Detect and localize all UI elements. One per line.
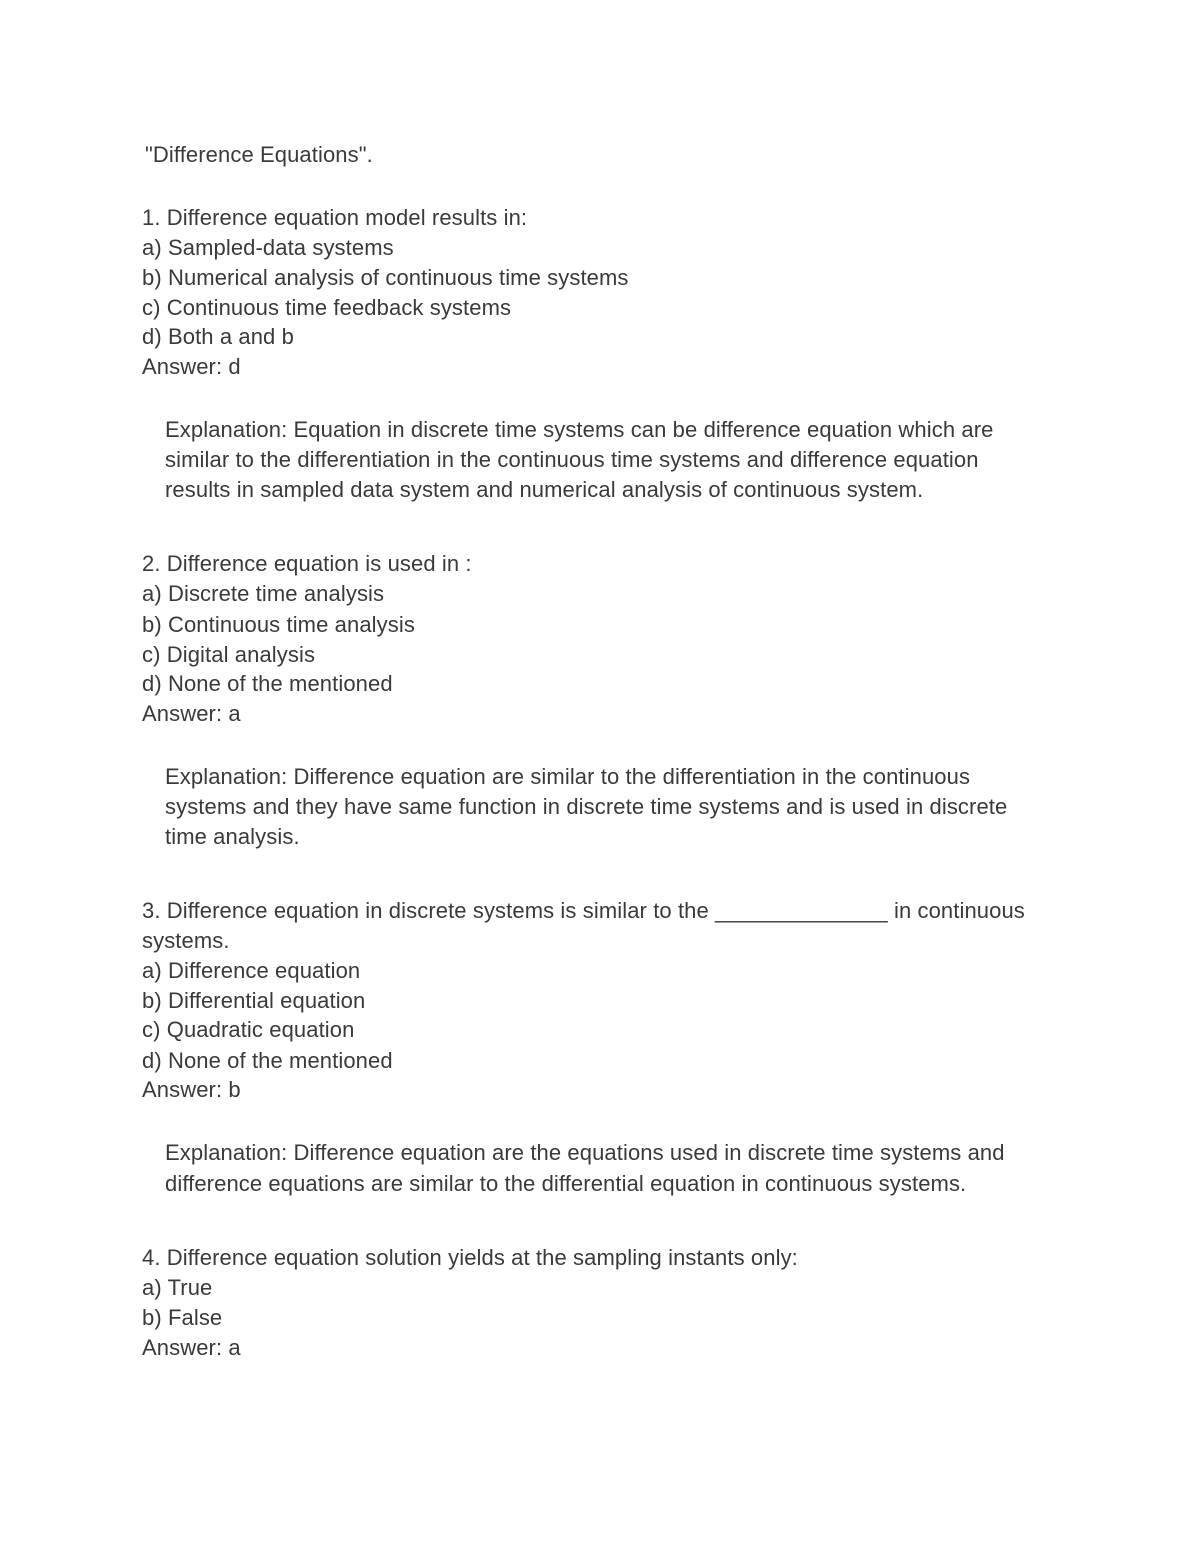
- question-2-explanation-line-3: time analysis.: [165, 824, 300, 849]
- question-4-option-a: a) True: [142, 1275, 213, 1300]
- question-4-option-b: b) False: [142, 1305, 223, 1330]
- question-2-option-b: b) Continuous time analysis: [142, 612, 415, 637]
- question-3-explanation-line-1: Explanation: Difference equation are the equations used in discrete time systems and: [165, 1140, 1005, 1165]
- question-1-option-c: c) Continuous time feedback systems: [142, 295, 512, 320]
- question-1-option-a: a) Sampled-data systems: [142, 235, 394, 260]
- question-2-text: 2. Difference equation is used in :: [142, 551, 472, 576]
- question-3-option-a: a) Difference equation: [142, 958, 361, 983]
- question-3-text-line-1: 3. Difference equation in discrete systems is similar to the ______________ in continuous: [142, 898, 1025, 923]
- question-1-explanation-line-3: results in sampled data system and numerical analysis of continuous system.: [165, 477, 924, 502]
- question-1-answer: Answer: d: [142, 354, 241, 379]
- question-2-option-c: c) Digital analysis: [142, 642, 316, 667]
- question-2-explanation-line-1: Explanation: Difference equation are similar to the differentiation in the continuous: [165, 764, 971, 789]
- question-3-answer: Answer: b: [142, 1077, 241, 1102]
- question-4-answer: Answer: a: [142, 1335, 241, 1360]
- question-1-option-b: b) Numerical analysis of continuous time systems: [142, 265, 629, 290]
- question-3-explanation-line-2: difference equations are similar to the differential equation in continuous systems.: [165, 1171, 967, 1196]
- question-3-option-b: b) Differential equation: [142, 988, 366, 1013]
- question-2-option-d: d) None of the mentioned: [142, 671, 393, 696]
- question-1-explanation-line-2: similar to the differentiation in the continuous time systems and difference equation: [165, 447, 979, 472]
- question-1-explanation-line-1: Explanation: Equation in discrete time systems can be difference equation which are: [165, 417, 994, 442]
- question-2-option-a: a) Discrete time analysis: [142, 581, 385, 606]
- question-2-explanation-line-2: systems and they have same function in discrete time systems and is used in discrete: [165, 794, 1008, 819]
- question-1-option-d: d) Both a and b: [142, 324, 294, 349]
- question-1-text: 1. Difference equation model results in:: [142, 205, 528, 230]
- document-title: "Difference Equations".: [145, 142, 373, 167]
- question-4-text: 4. Difference equation solution yields at the sampling instants only:: [142, 1245, 798, 1270]
- question-3-option-d: d) None of the mentioned: [142, 1048, 393, 1073]
- question-3-option-c: c) Quadratic equation: [142, 1017, 355, 1042]
- question-3-text-line-2: systems.: [142, 928, 230, 953]
- question-2-answer: Answer: a: [142, 701, 241, 726]
